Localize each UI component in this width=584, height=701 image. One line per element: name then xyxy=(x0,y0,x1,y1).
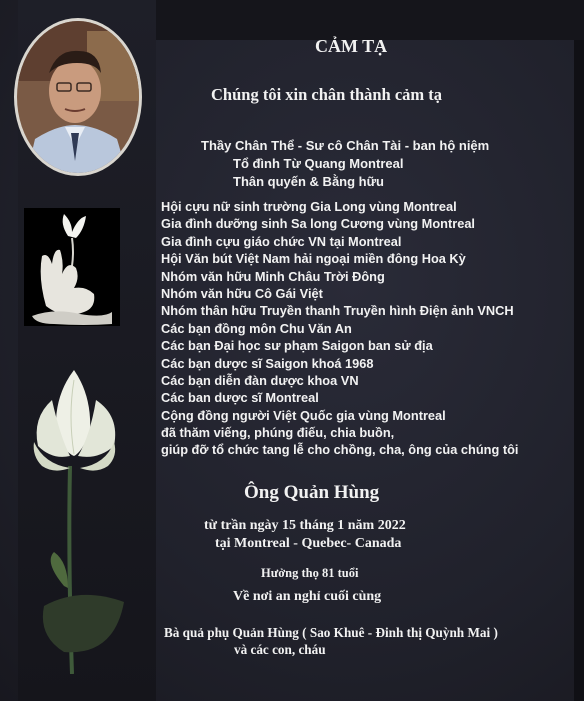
hand-flower-illustration xyxy=(24,208,120,326)
list-item: đã thăm viếng, phúng điếu, chia buồn, xyxy=(161,425,395,441)
honored-line-3: Thân quyến & Bằng hữu xyxy=(233,174,384,189)
list-item: Hội cựu nữ sinh trường Gia Long vùng Montreal xyxy=(161,199,457,214)
list-item: Nhóm văn hữu Minh Châu Trời Đông xyxy=(161,268,385,284)
lotus-illustration xyxy=(24,356,142,674)
frame-edge xyxy=(574,40,584,701)
list-item: Các bạn Đại học sư phạm Saigon ban sử địa xyxy=(161,338,433,354)
list-item: giúp đỡ tổ chức tang lễ cho chồng, cha, ông của chúng tôi xyxy=(161,442,519,458)
list-item: Các ban dược sĩ Montreal xyxy=(161,390,319,406)
age-line: Hưởng thọ 81 tuổi xyxy=(261,566,359,580)
list-item: Các bạn diễn đàn dược khoa VN xyxy=(161,372,359,388)
portrait-photo xyxy=(14,18,142,176)
card-heading: CẢM TẠ xyxy=(315,36,388,56)
portrait-icon xyxy=(17,21,139,173)
list-item: Các bạn đồng môn Chu Văn An xyxy=(161,320,352,336)
list-item: Các bạn dược sĩ Saigon khoá 1968 xyxy=(161,355,374,371)
list-item: Cộng đồng người Việt Quốc gia vùng Montreal xyxy=(161,407,446,423)
top-band xyxy=(150,0,584,40)
deceased-name: Ông Quản Hùng xyxy=(244,482,380,503)
list-item: Gia đình cựu giáo chức VN tại Montreal xyxy=(161,233,402,249)
passing-line-2: tại Montreal - Quebec- Canada xyxy=(215,536,402,551)
list-item: Hội Văn bút Việt Nam hải ngoại miền đông Hoa Kỳ xyxy=(161,251,466,267)
groups-list xyxy=(161,198,518,459)
honored-line-1: Thầy Chân Thể - Sư cô Chân Tài - ban hộ niệm xyxy=(201,138,490,153)
honored-line-2: Tổ đình Từ Quang Montreal xyxy=(233,156,404,171)
hand-holding-flower-icon xyxy=(24,208,120,326)
passing-line-1: từ trần ngày 15 tháng 1 năm 2022 xyxy=(204,518,406,533)
white-lotus-icon xyxy=(24,356,142,674)
family-line-2: và các con, cháu xyxy=(234,642,326,657)
family-line-1: Bà quả phụ Quản Hùng ( Sao Khuê - Đinh thị Quỳnh Mai ) xyxy=(164,625,498,640)
list-item: Nhóm văn hữu Cô Gái Việt xyxy=(161,285,323,301)
list-item: Gia đình dưỡng sinh Sa long Cương vùng Montreal xyxy=(161,216,475,232)
list-item: Nhóm thân hữu Truyền thanh Truyền hình Điện ảnh VNCH xyxy=(161,303,514,319)
resting-line: Về nơi an nghỉ cuối cùng xyxy=(233,589,382,604)
intro-line: Chúng tôi xin chân thành cảm tạ xyxy=(211,85,443,104)
